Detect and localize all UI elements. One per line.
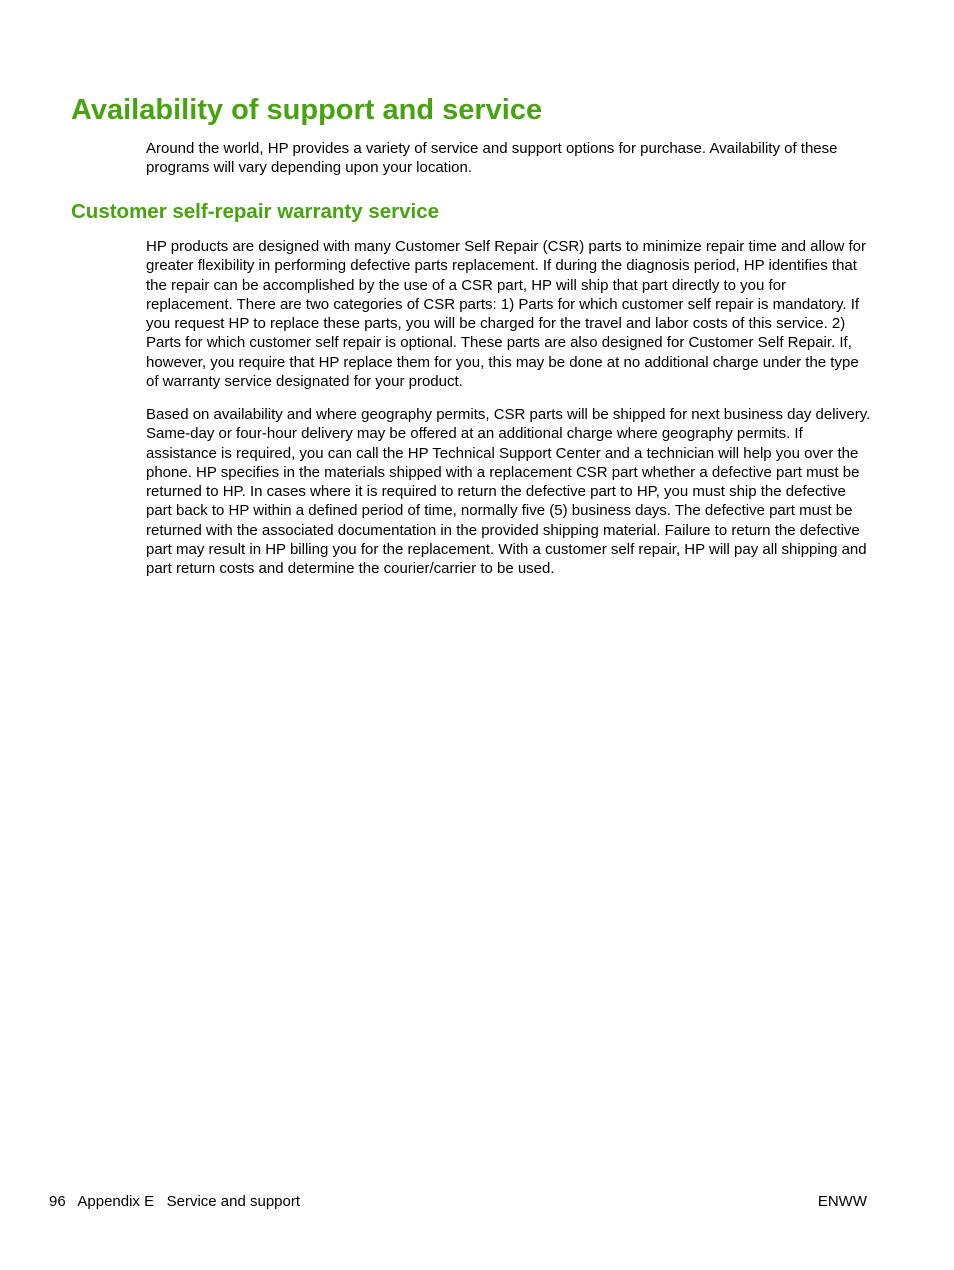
footer-page-number: 96 [49,1193,66,1210]
footer-left [49,1192,300,1212]
footer-chapter: Appendix E Service and support [77,1193,301,1210]
footer-edition: ENWW [817,1193,867,1210]
intro-paragraph: Around the world, HP provides a variety of service and support options for purchase. Availability of these programs will vary depending upon your location. [146,140,838,177]
csr-paragraph-categories: HP products are designed with many Customer Self Repair (CSR) parts to minimize repair time and allow for greater flexibility in performing defective parts replacement. If during the diagnosis period, HP identifies that the repair can be accomplished by the use of a CSR part, HP will ship that part directly to you for replacement. There are two categories of CSR parts: 1) Parts for which customer self repair is mandatory. If you request HP to replace these parts, you will be charged for the travel and labor costs of this service. 2) Parts for which customer self repair is optional. These parts are also designed for Customer Self Repair. If, however, you require that HP replace them for you, this may be done at no additional charge under the type of warranty service designated for your product. [146,238,867,391]
section-heading-csr: Customer self-repair warranty service [71,200,440,223]
page-heading: Availability of support and service [71,94,543,126]
csr-paragraph-delivery: Based on availability and where geography permits, CSR parts will be shipped for next business day delivery. Same-day or four-hour delivery may be offered at an additional charge where geography permits. If assistance is required, you can call the HP Technical Support Center and a technician will help you over the phone. HP specifies in the materials shipped with a replacement CSR part whether a defective part must be returned to HP. In cases where it is required to return the defective part to HP, you must ship the defective part back to HP within a defined period of time, normally five (5) business days. The defective part must be returned with the associated documentation in the provided shipping material. Failure to return the defective part may result in HP billing you for the replacement. With a customer self repair, HP will pay all shipping and part return costs and determine the courier/carrier to be used. [146,406,871,578]
